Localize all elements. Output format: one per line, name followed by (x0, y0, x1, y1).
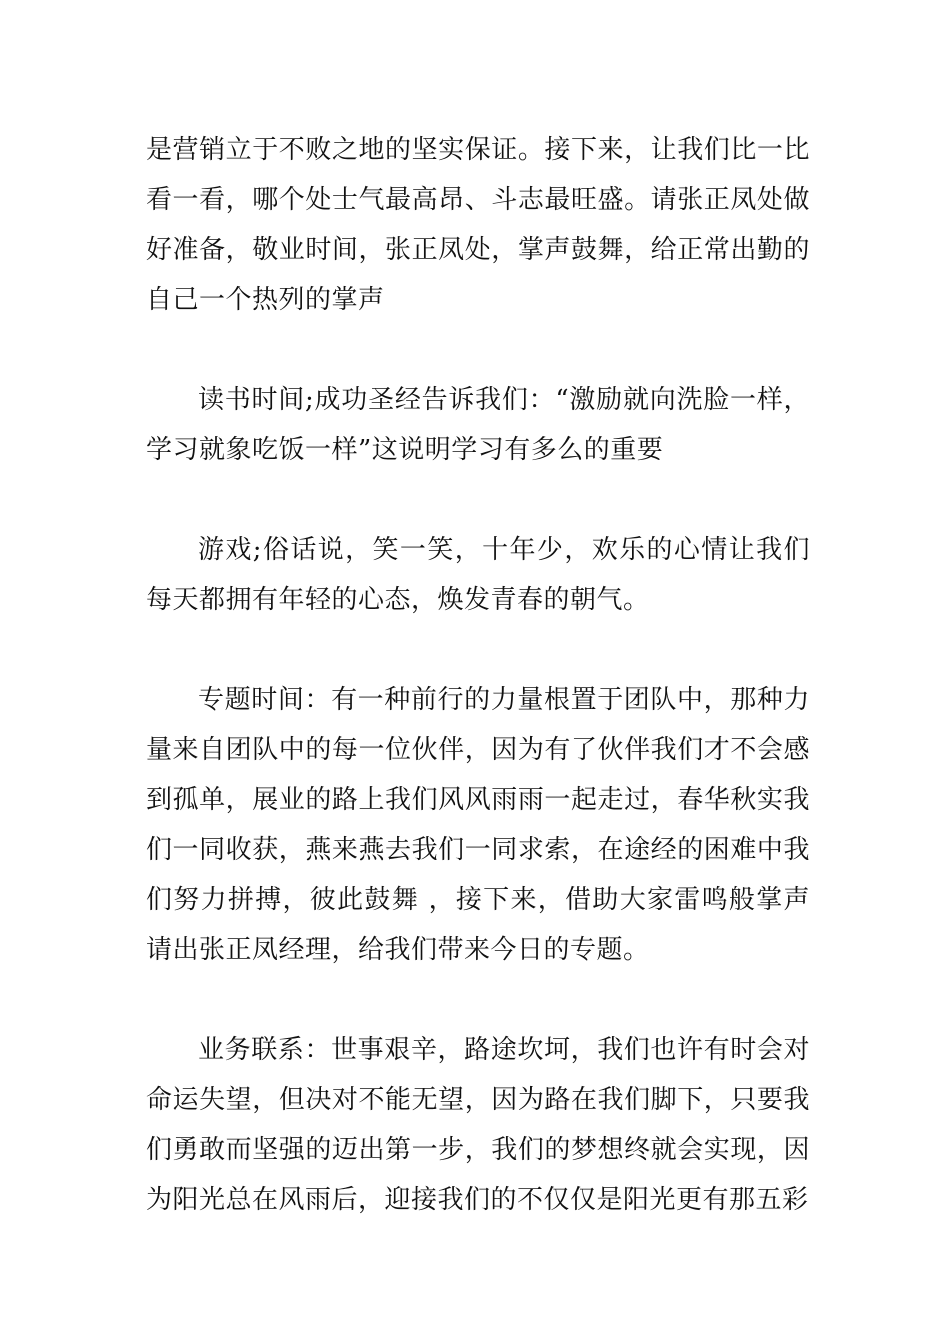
paragraph-game: 游戏;俗话说，笑一笑，十年少，欢乐的心情让我们每天都拥有年轻的心态，焕发青春的朝气。 (146, 535, 810, 615)
paragraph-business-contact: 业务联系：世事艰辛，路途坎坷，我们也许有时会对命运失望，但决对不能无望，因为路在我们脚下，只要我们勇敢而坚强的迈出第一步，我们的梦想终就会实现，因为阳光总在风雨后，迎接我们的不仅仅是阳光更有那五彩 (146, 1035, 810, 1215)
paragraph-topic-time: 专题时间：有一种前行的力量根置于团队中，那种力量来自团队中的每一位伙伴，因为有了伙伴我们才不会感到孤单，展业的路上我们风风雨雨一起走过，春华秋实我们一同收获，燕来燕去我们一同求索，在途经的困难中我们努力拼搏，彼此鼓舞 ，接下来，借助大家雷鸣般掌声请出张正凤经理，给我们带来今日的专题。 (146, 685, 810, 965)
paragraph-continuation: 是营销立于不败之地的坚实保证。接下来，让我们比一比看一看，哪个处士气最高昂、斗志最旺盛。请张正凤处做好准备，敬业时间，张正凤处，掌声鼓舞，给正常出勤的自己一个热列的掌声 (146, 135, 810, 315)
paragraph-reading-time: 读书时间;成功圣经告诉我们：“激励就向洗脸一样，学习就象吃饭一样”这说明学习有多么的重要 (146, 385, 810, 465)
document-body (146, 125, 810, 1275)
